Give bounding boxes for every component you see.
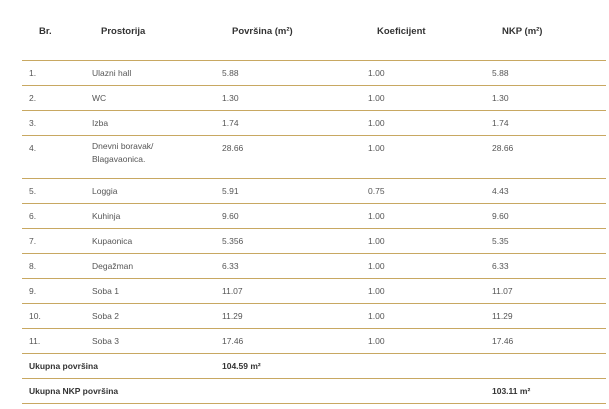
room-nkp: 11.29 bbox=[492, 311, 513, 321]
table-bottom-rule bbox=[22, 403, 606, 404]
total-nkp-label: Ukupna NKP površina bbox=[29, 386, 119, 396]
table-row bbox=[22, 135, 606, 178]
room-nkp: 17.46 bbox=[492, 336, 514, 346]
room-name bbox=[92, 140, 192, 166]
room-area: 1.30 bbox=[222, 93, 239, 103]
room-nkp: 5.88 bbox=[492, 68, 509, 78]
table-row bbox=[22, 253, 606, 278]
room-area: 1.74 bbox=[222, 118, 239, 128]
room-area: 9.60 bbox=[222, 211, 239, 221]
room-area: 5.91 bbox=[222, 186, 239, 196]
room-coefficient: 1.00 bbox=[368, 93, 385, 103]
table-header bbox=[22, 18, 606, 46]
row-number: 7. bbox=[29, 236, 37, 246]
room-area: 28.66 bbox=[222, 143, 244, 153]
room-name: Soba 3 bbox=[92, 336, 119, 346]
header-povrsina: Površina (m²) bbox=[232, 26, 293, 37]
header-nkp: NKP (m²) bbox=[502, 26, 543, 37]
room-coefficient: 1.00 bbox=[368, 311, 385, 321]
table-row bbox=[22, 328, 606, 353]
room-name: Degažman bbox=[92, 261, 134, 271]
room-coefficient: 1.00 bbox=[368, 118, 385, 128]
total-area-row bbox=[22, 353, 606, 378]
row-number: 5. bbox=[29, 186, 37, 196]
row-number: 1. bbox=[29, 68, 37, 78]
table-row bbox=[22, 303, 606, 328]
room-coefficient: 1.00 bbox=[368, 211, 385, 221]
room-nkp: 1.30 bbox=[492, 93, 509, 103]
room-name: Soba 2 bbox=[92, 311, 119, 321]
room-area: 5.356 bbox=[222, 236, 244, 246]
table-row bbox=[22, 110, 606, 135]
room-name: Kupaonica bbox=[92, 236, 133, 246]
room-area: 11.07 bbox=[222, 286, 243, 296]
room-name: Izba bbox=[92, 118, 109, 128]
room-nkp: 9.60 bbox=[492, 211, 509, 221]
room-coefficient: 1.00 bbox=[368, 236, 385, 246]
total-nkp-row bbox=[22, 378, 606, 403]
total-area-label: Ukupna površina bbox=[29, 361, 98, 371]
row-number: 10. bbox=[29, 311, 41, 321]
room-area: 5.88 bbox=[222, 68, 239, 78]
header-br: Br. bbox=[39, 26, 52, 37]
room-name: Loggia bbox=[92, 186, 118, 196]
room-name: Soba 1 bbox=[92, 286, 119, 296]
room-coefficient: 1.00 bbox=[368, 286, 385, 296]
room-nkp: 4.43 bbox=[492, 186, 509, 196]
table-row bbox=[22, 203, 606, 228]
room-nkp: 1.74 bbox=[492, 118, 509, 128]
room-nkp: 28.66 bbox=[492, 143, 514, 153]
room-name: Kuhinja bbox=[92, 211, 121, 221]
room-coefficient: 1.00 bbox=[368, 261, 385, 271]
row-number: 2. bbox=[29, 93, 37, 103]
row-number: 8. bbox=[29, 261, 37, 271]
row-number: 4. bbox=[29, 143, 37, 153]
nkp-table bbox=[22, 18, 606, 404]
row-number: 3. bbox=[29, 118, 37, 128]
row-number: 6. bbox=[29, 211, 37, 221]
header-koeficijent: Koeficijent bbox=[377, 26, 426, 37]
room-coefficient: 0.75 bbox=[368, 186, 385, 196]
room-area: 6.33 bbox=[222, 261, 239, 271]
table-row bbox=[22, 85, 606, 110]
header-prostorija: Prostorija bbox=[101, 26, 146, 37]
room-name: WC bbox=[92, 93, 107, 103]
row-number: 11. bbox=[29, 336, 41, 346]
room-coefficient: 1.00 bbox=[368, 68, 385, 78]
room-coefficient: 1.00 bbox=[368, 143, 385, 153]
table-row bbox=[22, 60, 606, 85]
table-row bbox=[22, 228, 606, 253]
total-area-value: 104.59 m² bbox=[222, 361, 261, 371]
row-number: 9. bbox=[29, 286, 37, 296]
table-row bbox=[22, 178, 606, 203]
table-row bbox=[22, 278, 606, 303]
room-nkp: 6.33 bbox=[492, 261, 509, 271]
room-area: 11.29 bbox=[222, 311, 243, 321]
room-name-line-2: Blagavaonica. bbox=[92, 154, 146, 164]
room-name-line-1: Dnevni boravak/ bbox=[92, 141, 154, 151]
room-nkp: 11.07 bbox=[492, 286, 513, 296]
total-nkp-value: 103.11 m² bbox=[492, 386, 531, 396]
room-coefficient: 1.00 bbox=[368, 336, 385, 346]
room-name: Ulazni hall bbox=[92, 68, 132, 78]
room-area: 17.46 bbox=[222, 336, 244, 346]
room-nkp: 5.35 bbox=[492, 236, 509, 246]
